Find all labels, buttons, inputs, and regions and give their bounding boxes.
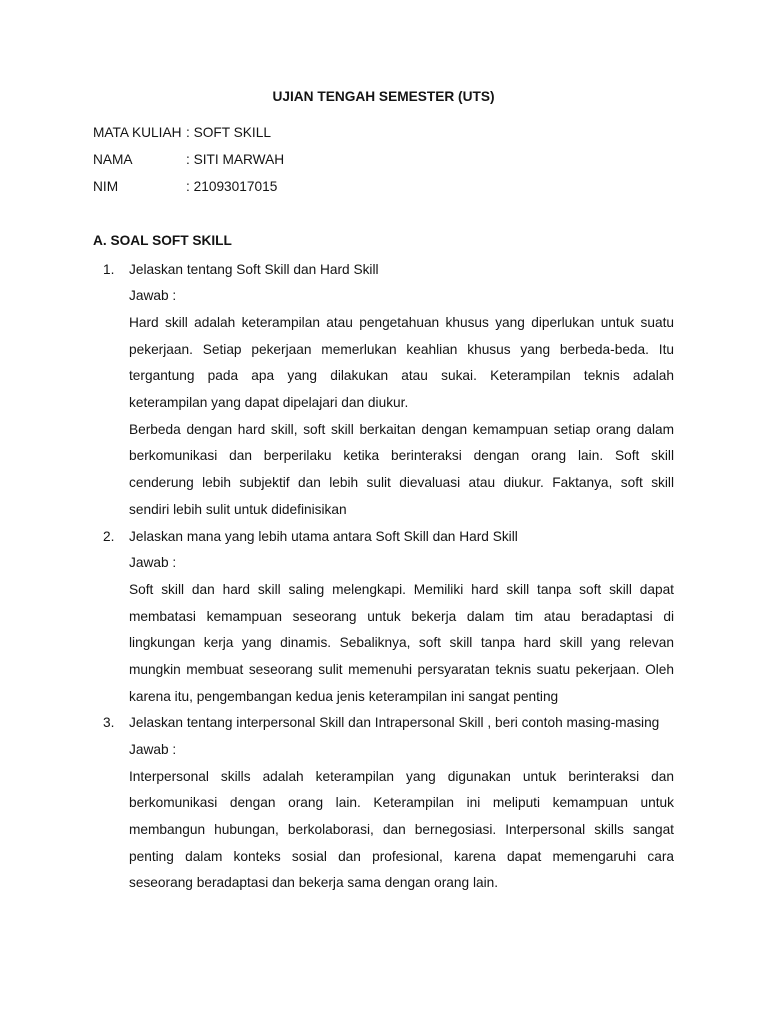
answer-body: [129, 737, 674, 897]
answer-line: lingkungan kerja yang dinamis. Sebaliknya, soft skill tanpa hard skill yang relevan: [129, 635, 674, 651]
info-label: NAMA: [93, 152, 133, 167]
answer-paragraph: [129, 764, 674, 897]
info-value: : SOFT SKILL: [186, 125, 271, 140]
answer-line: berkomunikasi dan berperilaku ketika berinteraksi dengan orang lain. Soft skill: [129, 448, 674, 464]
question-text: Jelaskan mana yang lebih utama antara Soft Skill dan Hard Skill: [129, 528, 518, 544]
info-label: NIM: [93, 179, 119, 194]
section-heading: A. SOAL SOFT SKILL: [93, 233, 232, 248]
question-item-1: [103, 257, 674, 524]
answer-line: Soft skill dan hard skill saling melengkapi. Memiliki hard skill tanpa soft skill dapat: [129, 581, 674, 597]
question-number: 3.: [103, 715, 115, 731]
question-item-2: [103, 524, 674, 711]
answer-line: berkomunikasi dengan orang lain. Keterampilan ini meliputi kemampuan untuk: [129, 795, 674, 811]
info-row-mata-kuliah: [93, 119, 674, 146]
question-header: [103, 524, 674, 551]
answer-paragraph: [129, 577, 674, 710]
answer-line: cenderung lebih subjektif dan lebih sulit dievaluasi atau diukur. Faktanya, soft skill: [129, 475, 674, 491]
answer-line: tergantung pada apa yang dilakukan atau sukai. Keterampilan teknis adalah: [129, 368, 674, 384]
answer-paragraph: [129, 417, 674, 524]
question-text: Jelaskan tentang interpersonal Skill dan Intrapersonal Skill , beri contoh masing-masing: [129, 715, 660, 731]
answer-line: karena itu, pengembangan kedua jenis keterampilan ini sangat penting: [129, 688, 559, 704]
question-header: [103, 710, 674, 737]
info-value: : 21093017015: [186, 179, 278, 194]
student-info: [93, 119, 674, 200]
info-label: MATA KULIAH: [93, 125, 182, 140]
answer-line: Interpersonal skills adalah keterampilan yang digunakan untuk berinteraksi dan: [129, 768, 674, 784]
answer-line: Berbeda dengan hard skill, soft skill berkaitan dengan kemampuan setiap orang dalam: [129, 421, 674, 437]
question-item-3: [103, 710, 674, 897]
answer-line: sendiri lebih sulit untuk didefinisikan: [129, 501, 347, 517]
question-number: 1.: [103, 261, 115, 277]
answer-line: pekerjaan. Setiap pekerjaan memerlukan keahlian khusus yang berbeda-beda. Itu: [129, 341, 674, 357]
info-row-nama: [93, 146, 674, 173]
question-header: [103, 257, 674, 284]
question-number: 2.: [103, 528, 115, 544]
answer-line: keterampilan yang dapat dipelajari dan diukur.: [129, 395, 409, 411]
question-text: Jelaskan tentang Soft Skill dan Hard Skill: [129, 261, 379, 277]
info-row-nim: [93, 173, 674, 200]
answer-line: membatasi kemampuan seseorang untuk bekerja dalam tim atau beradaptasi di: [129, 608, 674, 624]
answer-line: seseorang beradaptasi dan bekerja sama dengan orang lain.: [129, 875, 499, 891]
info-value: : SITI MARWAH: [186, 152, 285, 167]
document-title: UJIAN TENGAH SEMESTER (UTS): [272, 89, 495, 104]
answer-label: Jawab :: [129, 288, 177, 304]
answer-line: mungkin membuat seseorang sulit memenuhi persyaratan teknis suatu pekerjaan. Oleh: [129, 661, 674, 677]
answer-label: Jawab :: [129, 555, 177, 571]
answer-line: Hard skill adalah keterampilan atau pengetahuan khusus yang diperlukan untuk suatu: [129, 315, 674, 331]
answer-line: penting dalam konteks sosial dan profesional, karena dapat memengaruhi cara: [129, 848, 674, 864]
answer-body: [129, 550, 674, 710]
answer-paragraph: [129, 310, 674, 417]
question-list: [103, 257, 674, 898]
answer-line: membangun hubungan, berkolaborasi, dan bernegosiasi. Interpersonal skills sangat: [129, 822, 674, 838]
answer-label: Jawab :: [129, 742, 177, 758]
answer-body: [129, 283, 674, 523]
